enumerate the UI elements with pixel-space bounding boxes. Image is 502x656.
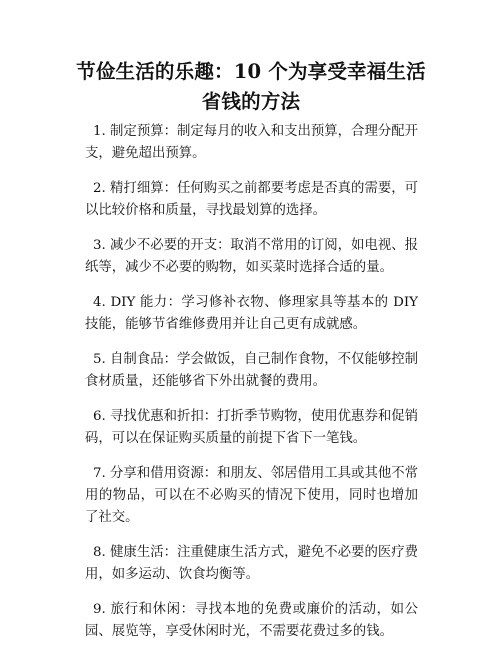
list-item: 1. 制定预算：制定每月的收入和支出预算，合理分配开支，避免超出预算。 <box>85 124 419 161</box>
document-title: 节俭生活的乐趣：10 个为享受幸福生活省钱的方法 <box>76 60 426 113</box>
list-item: 9. 旅行和休闲：寻找本地的免费或廉价的活动，如公园、展览等，享受休闲时光，不需要花费过多的钱。 <box>85 602 418 639</box>
list-item: 4. DIY 能力：学习修补衣物、修理家具等基本的 DIY 技能，能够节省维修费用并让自己更有成就感。 <box>85 295 418 332</box>
list-item: 2. 精打细算：任何购买之前都要考虑是否真的需要，可以比较价格和质量，寻找最划算的选择。 <box>85 181 419 218</box>
list-item: 3. 减少不必要的开支：取消不常用的订阅，如电视、报纸等，减少不必要的购物，如买菜时选择合适的量。 <box>85 238 419 275</box>
tips-list <box>85 121 418 656</box>
list-item: 6. 寻找优惠和折扣：打折季节购物，使用优惠券和促销码，可以在保证购买质量的前提下省下一笔钱。 <box>85 409 419 446</box>
list-item: 5. 自制食品：学会做饭，自己制作食物，不仅能够控制食材质量，还能够省下外出就餐的费用。 <box>85 352 419 389</box>
list-item: 7. 分享和借用资源：和朋友、邻居借用工具或其他不常用的物品，可以在不必购买的情况下使用，同时也增加了社交。 <box>85 466 419 525</box>
list-item: 8. 健康生活：注重健康生活方式，避免不必要的医疗费用，如多运动、饮食均衡等。 <box>85 545 419 582</box>
